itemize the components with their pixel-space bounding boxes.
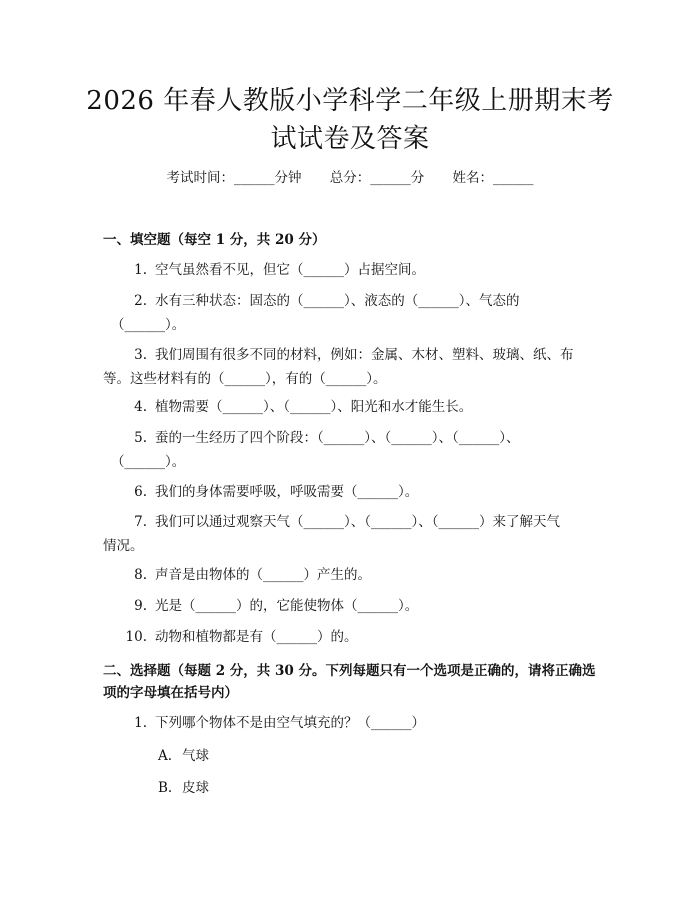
question-text-cont: （______）。 (111, 454, 186, 470)
question-number: 2. (134, 293, 147, 309)
question-9 (103, 594, 600, 618)
question-number: 4. (134, 399, 147, 415)
question-number: 7. (134, 514, 147, 530)
exam-time: 考试时间：______分钟 (166, 170, 302, 186)
question-6 (103, 480, 600, 504)
section-2-heading-line-1: 二、选择题（每题 2 分，共 30 分。下列每题只有一个选项是正确的，请将正确选 (103, 663, 596, 679)
question-text: 下列哪个物体不是由空气填充的？（______） (155, 715, 425, 731)
question-5 (103, 426, 600, 474)
mc-question-1 (103, 711, 600, 735)
question-number: 1. (134, 715, 147, 731)
question-text: 动物和植物都是有（______）的。 (155, 629, 358, 645)
question-text: 我们的身体需要呼吸，呼吸需要（______）。 (155, 484, 419, 500)
option-b (158, 777, 209, 799)
option-letter: B. (158, 780, 173, 796)
question-text: 空气虽然看不见，但它（______）占据空间。 (155, 262, 425, 278)
option-text: 皮球 (182, 780, 209, 796)
student-name: 姓名：______ (452, 170, 534, 186)
question-3 (103, 343, 600, 391)
question-number: 3. (134, 347, 147, 363)
question-number: 10. (125, 629, 147, 645)
question-number: 5. (134, 430, 147, 446)
section-1-heading: 一、填空题（每空 1 分，共 20 分） (103, 232, 326, 248)
section-2-heading-line-2: 项的字母填在括号内） (103, 685, 238, 701)
question-2 (103, 289, 600, 337)
question-8 (103, 563, 600, 587)
question-7 (103, 510, 600, 558)
question-text-cont: （______）。 (111, 317, 186, 333)
exam-title (0, 82, 700, 158)
question-text: 声音是由物体的（______）产生的。 (155, 567, 371, 583)
question-text-cont: 等。这些材料有的（______），有的（______）。 (103, 371, 387, 387)
option-text: 气球 (182, 748, 209, 764)
title-line-1: 2026 年春人教版小学科学二年级上册期末考 (86, 86, 614, 116)
question-text-cont: 情况。 (103, 538, 144, 554)
total-score: 总分：______分 (329, 170, 425, 186)
question-text: 我们周围有很多不同的材料，例如：金属、木材、塑料、玻璃、纸、布 (155, 347, 574, 363)
section-2-heading (103, 660, 613, 704)
option-a (158, 745, 209, 767)
question-number: 1. (134, 262, 147, 278)
title-line-2: 试试卷及答案 (270, 124, 430, 154)
question-text: 蚕的一生经历了四个阶段：（______）、（______）、（______）、 (155, 430, 520, 446)
question-10 (103, 625, 600, 649)
question-number: 8. (134, 567, 147, 583)
question-1 (103, 258, 600, 282)
question-text: 我们可以通过观察天气（______）、（______）、（______）来了解天气 (155, 514, 560, 530)
question-text: 水有三种状态：固态的（______）、液态的（______）、气态的 (155, 293, 520, 309)
question-text: 光是（______）的，它能使物体（______）。 (155, 598, 419, 614)
question-text: 植物需要（______）、（______）、阳光和水才能生长。 (155, 399, 473, 415)
option-letter: A. (158, 748, 173, 764)
question-4 (103, 395, 600, 419)
question-number: 6. (134, 484, 147, 500)
question-number: 9. (134, 598, 147, 614)
exam-meta (0, 168, 700, 188)
